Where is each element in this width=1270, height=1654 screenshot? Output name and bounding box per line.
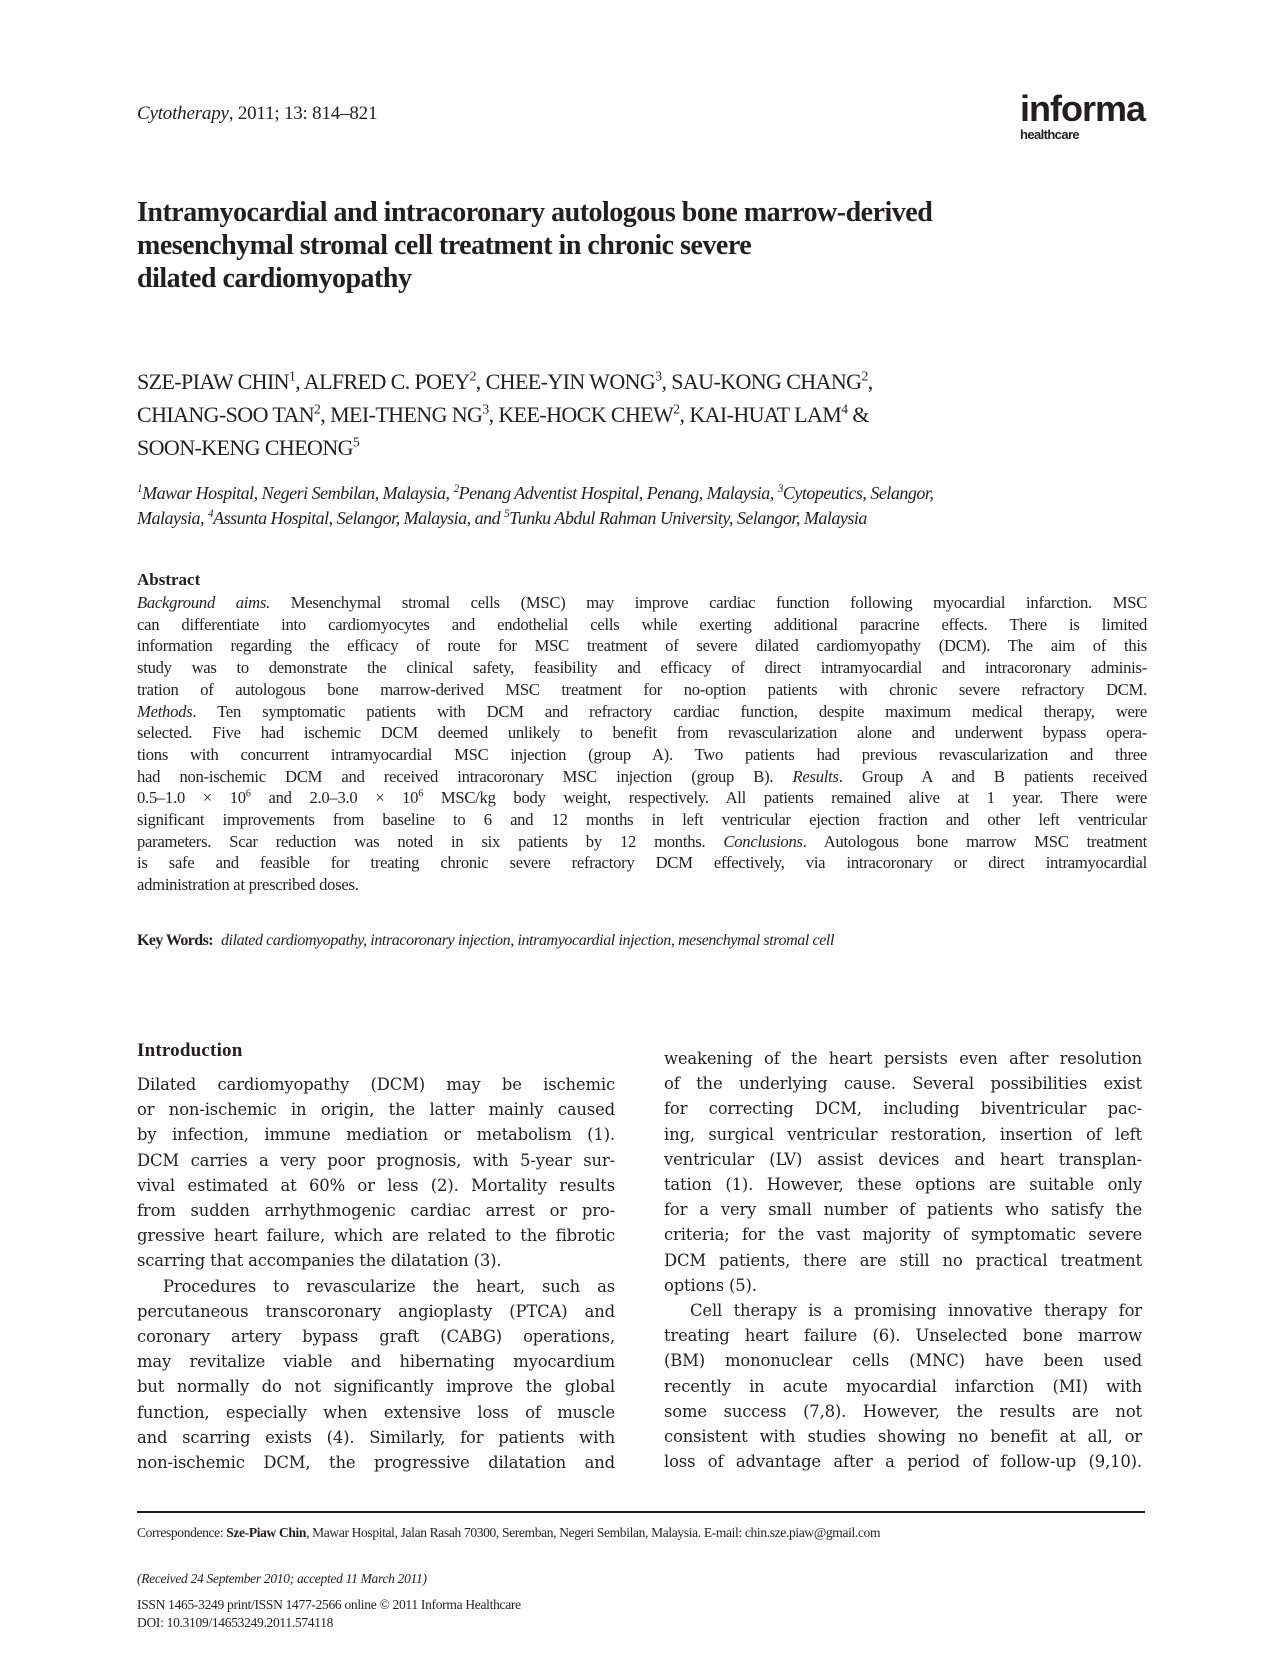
abstract-text: 0.5–1.0 × 10 [137,788,246,808]
exponent: 6 [245,788,251,800]
issn: ISSN 1465-3249 print/ISSN 1477-2566 online © 2011 Informa Healthcare [137,1597,521,1612]
body-text-line: vival estimated at 60% or less (2). Mortality results [137,1175,615,1195]
author-list [137,365,1147,464]
body-text-line: scarring that accompanies the dilatation (3). [137,1251,502,1271]
affiliations [137,481,1157,531]
publisher-logo [1020,88,1150,143]
abstract-section-label: Background aims. [137,593,271,612]
publisher-logo-subname: healthcare [1020,127,1080,142]
abstract-text: can differentiate into cardiomyocytes and endothelial cells while exerting additional paracrine effects. There is limited [137,614,1147,634]
affiliation-line [137,481,1157,506]
author: KAI-HUAT LAM$^4$ & [689,401,869,427]
body-text-line: tation (1). However, these options are suitable only [664,1175,1142,1195]
abstract-text: information regarding the efficacy of route for MSC treatment of severe dilated cardiomyopathy (DCM). The aim of this [137,636,1147,656]
exponent: 6 [418,788,424,800]
abstract-section-label: Methods [137,701,193,721]
abstract-text: and 2.0–3.0 × 10 [250,788,419,808]
affiliation: Malaysia, $^4$Assunta Hospital, Selangor, Malaysia, and [137,508,505,528]
body-text-line: criteria; for the vast majority of symptomatic severe [664,1225,1142,1245]
body-text-line: for correcting DCM, including biventricular pac- [664,1099,1142,1119]
correspondence-name: Sze-Piaw Chin [226,1525,307,1540]
body-text-line: (BM) mononuclear cells (MNC) have been used [664,1351,1142,1371]
abstract-text: Mesenchymal stromal cells (MSC) may improve cardiac function following myocardial infarction. MSC [270,593,1148,612]
author-line [137,431,1147,464]
abstract-line [137,787,1147,809]
author-line [137,365,1147,398]
abstract-text: tions with concurrent intramyocardial MSC injection (group A). Two patients had previous revascularization and three [137,744,1147,764]
body-text-line: by infection, immune mediation or metabolism (1). [137,1125,615,1145]
author: SAU-KONG CHANG$^2$, [671,368,873,394]
article-title [137,196,1147,295]
abstract-text: . Group A and B patients received [838,766,1147,786]
abstract-line [137,679,1147,701]
body-text-line: or non-ischemic in origin, the latter mainly caused [137,1100,615,1120]
affiliation: $^1$Mawar Hospital, Negeri Sembilan, Malaysia, [137,483,454,503]
body-text-line: percutaneous transcoronary angioplasty (PTCA) and [137,1301,615,1321]
abstract-text: parameters. Scar reduction was noted in six patients by 12 months. [137,831,724,851]
abstract-text: significant improvements from baseline to 6 and 12 months in left ventricular ejection fraction and other left ventricular [137,810,1147,830]
author: SZE-PIAW CHIN$^1$, [137,368,304,394]
author: KEE-HOCK CHEW$^2$, [498,401,690,427]
body-text-line: from sudden arrhythmogenic cardiac arrest or pro- [137,1201,615,1221]
body-text-line: may revitalize viable and hibernating myocardium [137,1352,615,1372]
affiliation: $^2$Penang Adventist Hospital, Penang, Malaysia, [453,483,778,503]
abstract-section-label: Conclusions [723,831,803,851]
body-text-line: ventricular (LV) assist devices and heart transplan- [664,1149,1142,1169]
body-text-line: DCM carries a very poor prognosis, with 5-year sur- [137,1150,615,1170]
abstract-body [137,592,1147,896]
correspondence-email[interactable]: chin.sze.piaw@gmail.com [744,1525,881,1540]
abstract-line [137,592,1147,614]
keywords-label: Key Words: [137,932,213,949]
abstract-text: tration of autologous bone marrow-derived MSC treatment for no-option patients with chronic severe refractory DCM. [137,679,1147,699]
body-text-line: ing, surgical ventricular restoration, insertion of left [664,1124,1142,1144]
body-text-line: loss of advantage after a period of follow-up (9,10). [664,1452,1142,1472]
publisher-logo-name: informa [1020,88,1146,129]
keywords [137,932,834,950]
abstract-text: study was to demonstrate the clinical safety, feasibility and efficacy of direct intramyocardial and intracoronary adminis- [137,658,1147,678]
abstract-line [137,744,1147,766]
abstract-text: is safe and feasible for treating chronic severe refractory DCM effectively, via intracoronary or direct intramyocardial [137,853,1147,873]
body-text-line: Cell therapy is a promising innovative therapy for [690,1301,1142,1321]
abstract-text: had non-ischemic DCM and received intracoronary MSC injection (group B). [137,766,793,786]
journal-volume-pages: , 2011; 13: 814–821 [228,103,378,124]
body-text-line: gressive heart failure, which are related to the fibrotic [137,1226,615,1246]
body-text-line: some success (7,8). However, the results are not [664,1401,1142,1421]
abstract-line [137,701,1147,723]
author: ALFRED C. POEY$^2$, [303,368,486,394]
body-text-line: options (5). [664,1275,757,1295]
body-text-line: of the underlying cause. Several possibilities exist [664,1074,1142,1094]
title-line: Intramyocardial and intracoronary autologous bone marrow-derived [137,197,933,228]
abstract-text: . Autologous bone marrow MSC treatment [802,831,1147,851]
author-line [137,398,1147,431]
body-text-line: Procedures to revascularize the heart, such as [163,1276,615,1296]
abstract-heading: Abstract [137,570,201,589]
affiliation: $^3$Cytopeutics, Selangor, [777,483,934,503]
affiliation-line [137,506,1157,531]
affiliation: $^5$Tunku Abdul Rahman University, Selangor, Malaysia [504,508,867,528]
abstract-line [137,614,1147,636]
body-text-line: function, especially when extensive loss of muscle [137,1402,615,1422]
received-dates: (Received 24 September 2010; accepted 11 March 2011) [137,1571,427,1586]
abstract-text: selected. Five had ischemic DCM deemed unlikely to benefit from revascularization alone and underwent bypass opera- [137,723,1147,743]
abstract-line [137,722,1147,744]
doi[interactable]: DOI: 10.3109/14653249.2011.574118 [137,1615,334,1630]
body-text-line: treating heart failure (6). Unselected bone marrow [664,1326,1142,1346]
title-line: mesenchymal stromal cell treatment in chronic severe [137,230,752,261]
journal-name: Cytotherapy [137,103,229,124]
author: CHIANG-SOO TAN$^2$, [137,401,331,427]
correspondence: Correspondence: Sze-Piaw Chin, Mawar Hospital, Jalan Rasah 70300, Seremban, Negeri Sembilan, Malaysia. E-mail: chin.sze.piaw@gmail.com [137,1525,881,1540]
abstract-line [137,874,1147,896]
abstract-line [137,809,1147,831]
body-text-line: coronary artery bypass graft (CABG) operations, [137,1327,615,1347]
abstract-line [137,766,1147,788]
keywords-values: dilated cardiomyopathy, intracoronary injection, intramyocardial injection, mesenchymal stromal cell [220,932,835,949]
body-text-line: consistent with studies showing no benefit at all, or [664,1427,1142,1447]
body-text-line: DCM patients, there are still no practical treatment [664,1250,1142,1270]
body-text-line: non-ischemic DCM, the progressive dilatation and [137,1453,615,1473]
body-text-line: weakening of the heart persists even after resolution [664,1049,1142,1068]
abstract-section-label: Results [792,766,839,786]
author: SOON-KENG CHEONG$^5$ [137,434,360,460]
body-text-line: Dilated cardiomyopathy (DCM) may be ischemic [137,1075,615,1094]
body-text-line: but normally do not significantly improve the global [137,1377,615,1397]
abstract-text: . Ten symptomatic patients with DCM and refractory cardiac function, despite maximum medical therapy, were [192,701,1147,721]
abstract-line [137,852,1147,874]
author: MEI-THENG $NG^3$, [330,401,499,427]
body-text-line: recently in acute myocardial infarction (MI) with [664,1376,1142,1396]
journal-citation [137,103,377,125]
introduction-heading: Introduction [137,1040,243,1061]
body-text-line: and scarring exists (4). Similarly, for patients with [137,1427,615,1447]
abstract-line [137,831,1147,853]
introduction-left-column [137,1072,615,1475]
footnote-divider [137,1511,1145,1513]
introduction-right-column [664,1046,1142,1474]
abstract-text: MSC/kg body weight, respectively. All patients remained alive at 1 year. There were [423,788,1147,808]
abstract-line [137,657,1147,679]
abstract-text: administration at prescribed doses. [137,875,359,895]
body-text-line: for a very small number of patients who satisfy the [664,1200,1142,1220]
title-line: dilated cardiomyopathy [137,263,412,294]
author: CHEE-YIN WONG$^3$, [485,368,672,394]
abstract-line [137,635,1147,657]
